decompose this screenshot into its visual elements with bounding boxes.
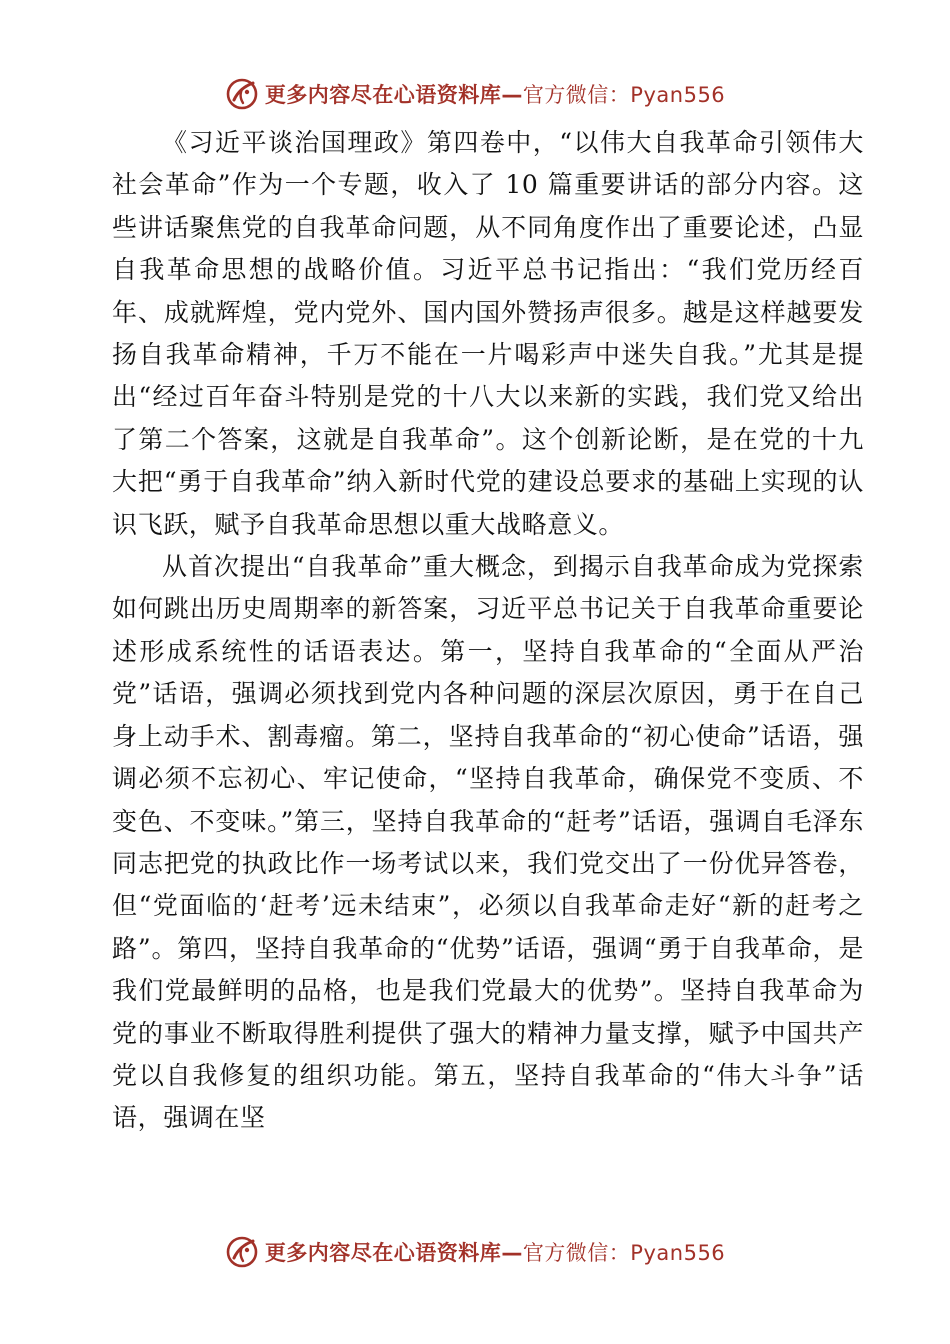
header-banner-main: 更多内容尽在心语资料库 <box>264 83 502 107</box>
page-header <box>0 74 950 114</box>
brand-logo-icon <box>225 77 259 111</box>
header-banner-separator: — <box>501 83 523 107</box>
brand-logo-icon <box>225 1235 259 1269</box>
paragraph-2: 从首次提出“自我革命”重大概念，到揭示自我革命成为党探索如何跳出历史周期率的新答案，习近平总书记关于自我革命重要论述形成系统性的话语表达。第一，坚持自我革命的“全面从严治党”话语，强调必须找到党内各种问题的深层次原因，勇于在自己身上动手术、割毒瘤。第二，坚持自我革命的“初心使命”话语，强调必须不忘初心、牢记使命，“坚持自我革命，确保党不变质、不变色、不变味。”第三，坚持自我革命的“赶考”话语，强调自毛泽东同志把党的执政比作一场考试以来，我们党交出了一份优异答卷，但“党面临的‘赶考’远未结束”，必须以自我革命走好“新的赶考之路”。第四，坚持自我革命的“优势”话语，强调“勇于自我革命，是我们党最鲜明的品格，也是我们党最大的优势”。坚持自我革命为党的事业不断取得胜利提供了强大的精神力量支撑，赋予中国共产党以自我修复的组织功能。第五，坚持自我革命的“伟大斗争”话语，强调在坚 <box>112 552 864 1133</box>
page-footer <box>0 1232 950 1272</box>
header-banner-text <box>265 79 725 109</box>
footer-banner-wechat: 官方微信：Pyan556 <box>522 1241 726 1265</box>
footer-banner-separator: — <box>501 1241 523 1265</box>
header-banner-wechat: 官方微信：Pyan556 <box>522 83 726 107</box>
paragraph-1: 《习近平谈治国理政》第四卷中，“以伟大自我革命引领伟大社会革命”作为一个专题，收入了 10 篇重要讲话的部分内容。这些讲话聚焦党的自我革命问题，从不同角度作出了重要论述，凸显自我革命思想的战略价值。习近平总书记指出：“我们党历经百年、成就辉煌，党内党外、国内国外赞扬声很多。越是这样越要发扬自我革命精神，千万不能在一片喝彩声中迷失自我。”尤其是提出“经过百年奋斗特别是党的十八大以来新的实践，我们党又给出了第二个答案，这就是自我革命”。这个创新论断，是在党的十九大把“勇于自我革命”纳入新时代党的建设总要求的基础上实现的认识飞跃，赋予自我革命思想以重大战略意义。 <box>112 128 864 539</box>
document-body <box>112 122 864 1140</box>
footer-banner-text <box>265 1237 725 1267</box>
footer-banner-main: 更多内容尽在心语资料库 <box>264 1241 502 1265</box>
